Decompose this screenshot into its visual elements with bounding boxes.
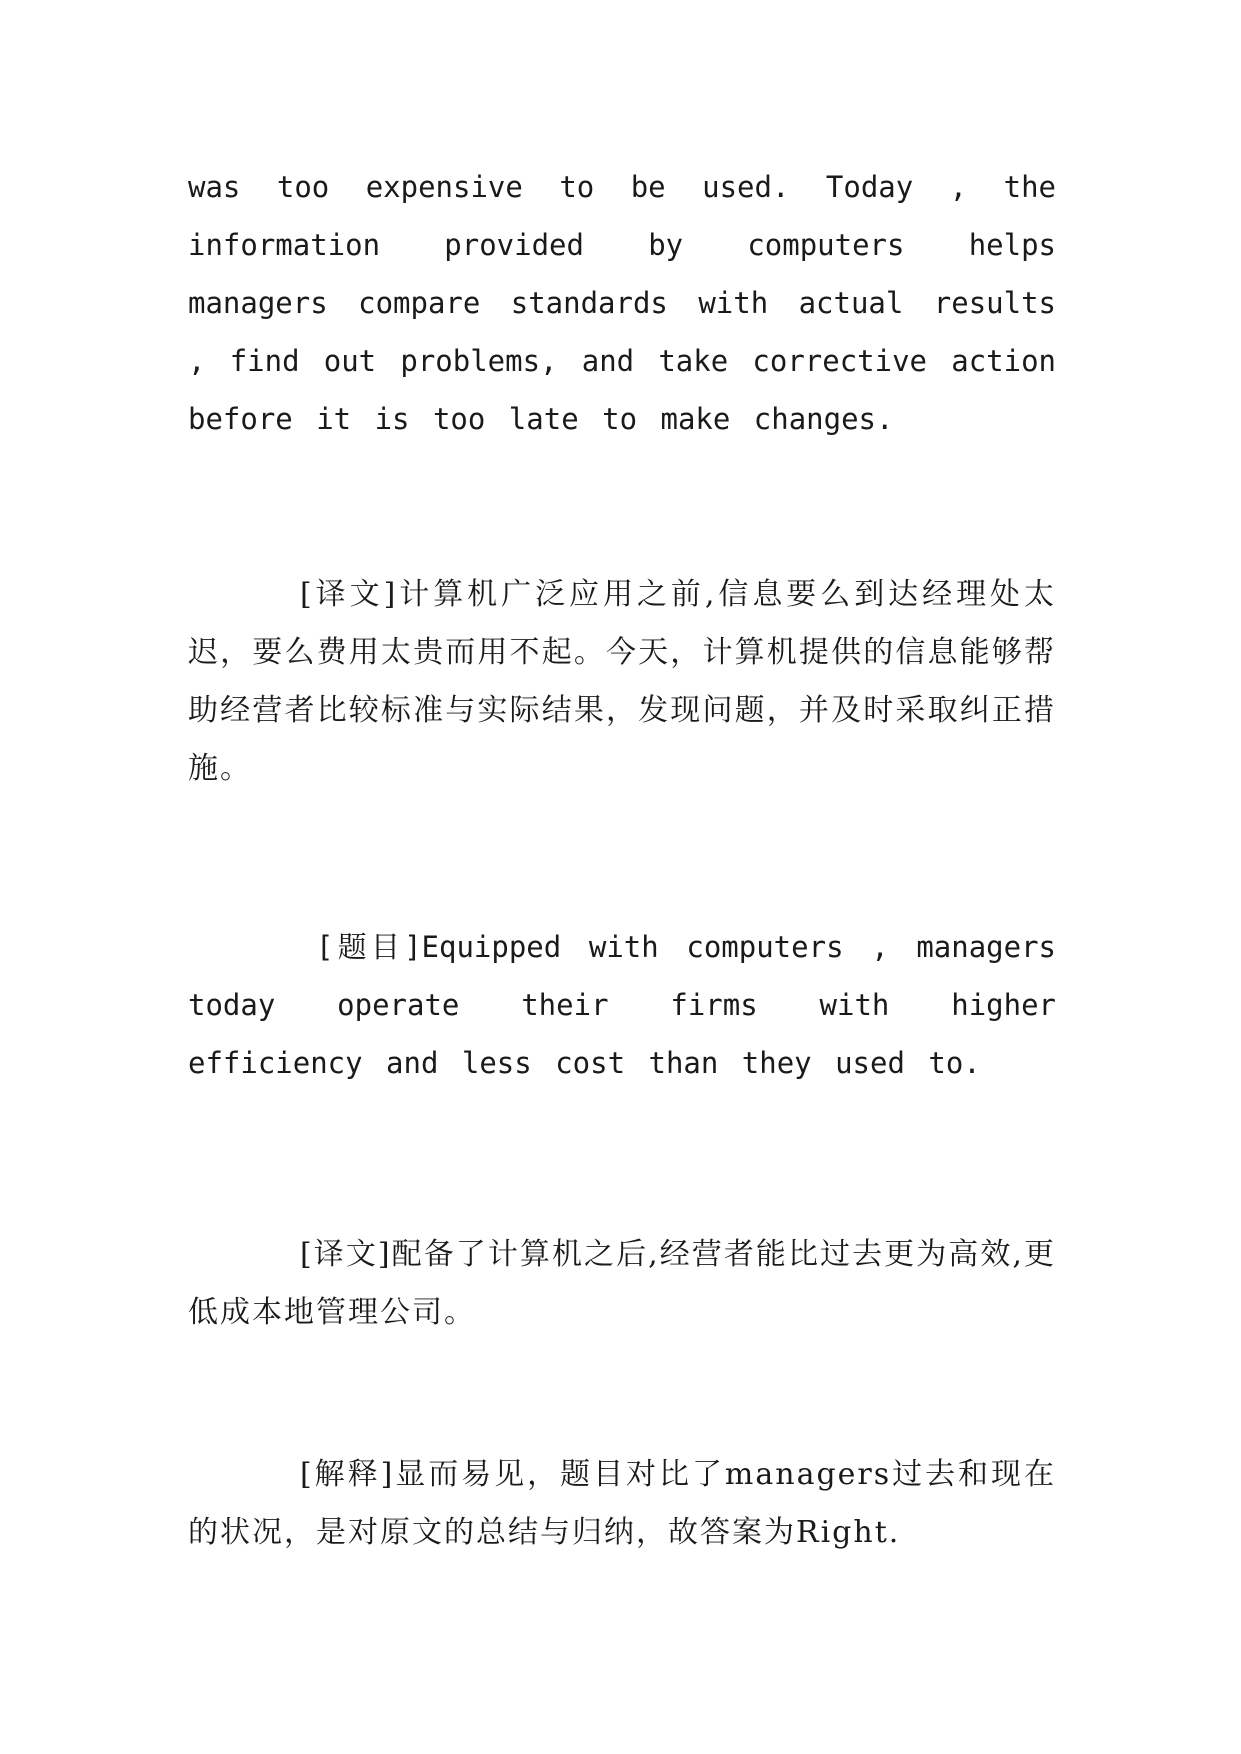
translation-paragraph-1: [译文]计算机广泛应用之前,信息要么到达经理处太迟，要么费用太贵而用不起。今天，计算机提供的信息能够帮助经营者比较标准与实际结果，发现问题，并及时采取纠正措施。 [188,577,1056,786]
question-paragraph: [题目]Equipped with computers , managers today operate their firms with higher efficiency and less cost than they used to. [188,930,1056,1080]
translation-paragraph-2: [译文]配备了计算机之后,经营者能比过去更为高效,更低成本地管理公司。 [188,1237,1056,1330]
explanation-paragraph: [解释]显而易见，题目对比了managers过去和现在的状况，是对原文的总结与归纳，故答案为Right. [188,1457,1056,1550]
english-passage-paragraph: was too expensive to be used. Today , the information provided by computers helps managers compare standards with actual results , find out problems, and take corrective action before it is too late to make changes. [188,170,1056,436]
